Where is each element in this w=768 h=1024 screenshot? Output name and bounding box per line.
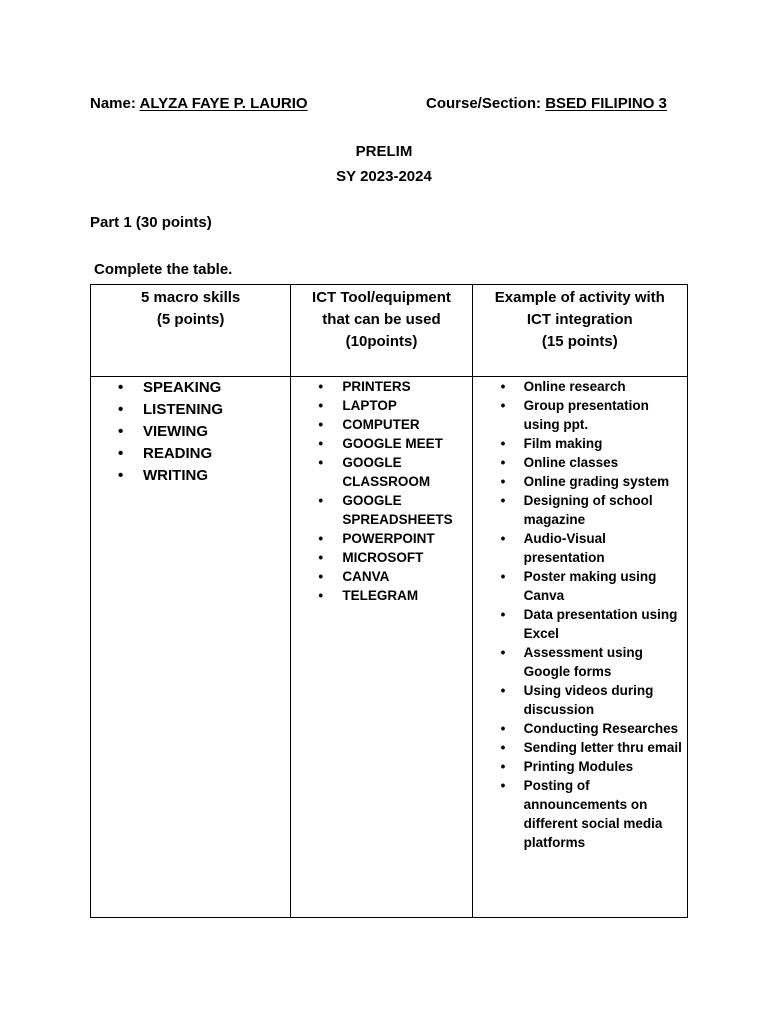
- list-item: • Posting of announcements on different social media platforms: [473, 776, 687, 852]
- list-item: • LISTENING: [91, 399, 290, 421]
- header-activity-example: [472, 285, 687, 377]
- course-label: Course/Section:: [426, 95, 542, 112]
- list-item: • Audio-Visual presentation: [473, 529, 687, 567]
- part-heading: Part 1 (30 points): [90, 214, 212, 231]
- header-text: ICT Tool/equipment: [312, 289, 451, 306]
- activities-list: [473, 377, 687, 852]
- list-item: • Film making: [473, 434, 687, 453]
- list-item: • Online classes: [473, 453, 687, 472]
- header-text: (5 points): [156, 311, 225, 328]
- name-field: [90, 95, 308, 112]
- list-item: • TELEGRAM: [291, 586, 471, 605]
- header-ict-tool: [291, 285, 472, 377]
- table-body-row: [91, 377, 688, 918]
- list-item: • VIEWING: [91, 421, 290, 443]
- list-item: • READING: [91, 443, 290, 465]
- list-item: • Online research: [473, 377, 687, 396]
- list-item: • WRITING: [91, 465, 290, 487]
- list-item: • Group presentation using ppt.: [473, 396, 687, 434]
- instruction-text: Complete the table.: [94, 261, 233, 278]
- list-item: • PRINTERS: [291, 377, 471, 396]
- list-item: • MICROSOFT: [291, 548, 471, 567]
- list-item: • Designing of school magazine: [473, 491, 687, 529]
- name-label: Name:: [90, 95, 136, 112]
- header-text: Example of activity with: [494, 289, 665, 306]
- skills-cell: [91, 377, 291, 918]
- school-year: SY 2023-2024: [336, 168, 432, 185]
- list-item: • GOOGLE MEET: [291, 434, 471, 453]
- macro-skills-table: [90, 284, 688, 918]
- list-item: • GOOGLE SPREADSHEETS: [291, 491, 471, 529]
- tools-list: [291, 377, 471, 605]
- course-value: BSED FILIPINO 3: [545, 95, 667, 112]
- list-item: • Conducting Researches: [473, 719, 687, 738]
- list-item: • Sending letter thru email: [473, 738, 687, 757]
- header-macro-skills: [91, 285, 291, 377]
- exam-title: PRELIM: [355, 143, 413, 160]
- list-item: • LAPTOP: [291, 396, 471, 415]
- header-text: that can be used: [322, 311, 441, 328]
- header-text: (15 points): [541, 333, 618, 350]
- list-item: • GOOGLE CLASSROOM: [291, 453, 471, 491]
- list-item: • CANVA: [291, 567, 471, 586]
- activities-cell: [472, 377, 687, 918]
- tools-cell: [291, 377, 472, 918]
- header-text: (10points): [345, 333, 418, 350]
- list-item: • Data presentation using Excel: [473, 605, 687, 643]
- skills-list: [91, 377, 290, 487]
- course-section-field: [426, 95, 667, 112]
- list-item: • Online grading system: [473, 472, 687, 491]
- list-item: • SPEAKING: [91, 377, 290, 399]
- list-item: • POWERPOINT: [291, 529, 471, 548]
- header-text: 5 macro skills: [141, 289, 241, 306]
- list-item: • COMPUTER: [291, 415, 471, 434]
- name-value: ALYZA FAYE P. LAURIO: [139, 95, 308, 112]
- header-text: ICT integration: [526, 311, 633, 328]
- list-item: • Assessment using Google forms: [473, 643, 687, 681]
- list-item: • Printing Modules: [473, 757, 687, 776]
- list-item: • Poster making using Canva: [473, 567, 687, 605]
- table-header-row: [91, 285, 688, 377]
- list-item: • Using videos during discussion: [473, 681, 687, 719]
